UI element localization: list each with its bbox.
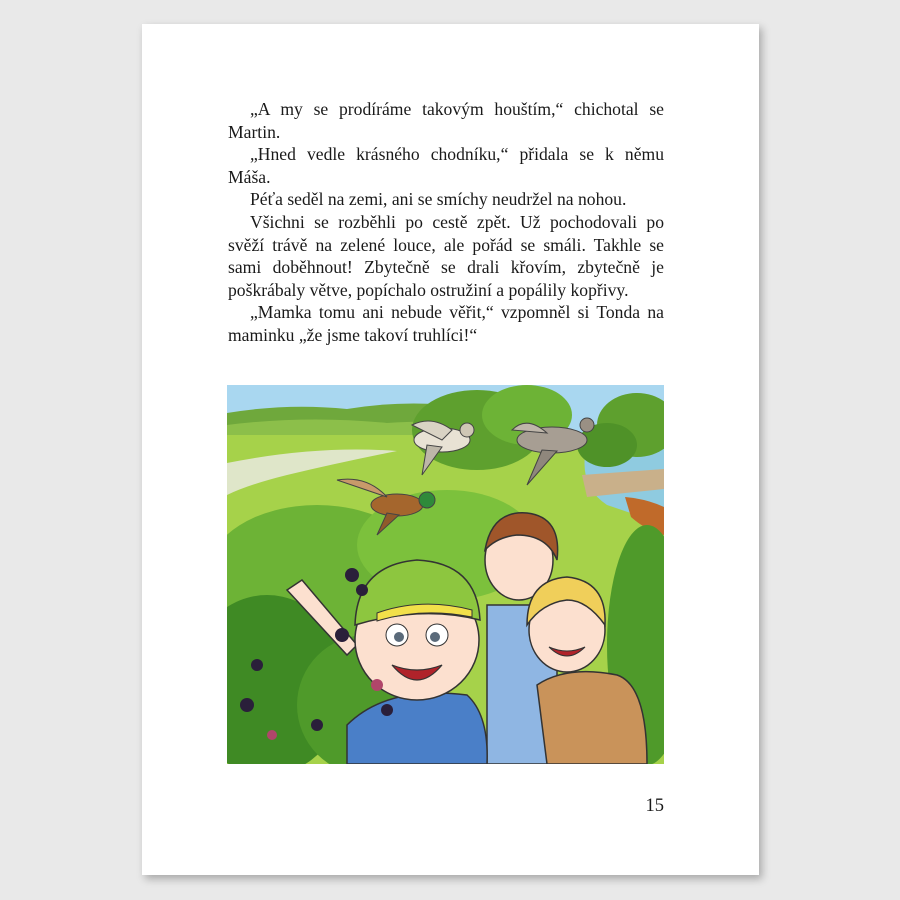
paragraph-5: „Mamka tomu ani nebude věřit,“ vzpomněl si Tonda na maminku „že jsme takoví truhlíci!“	[228, 302, 664, 345]
paragraph-2: „Hned vedle krásného chodníku,“ přidala se k němu Máša.	[228, 144, 664, 187]
paragraph-4: Všichni se rozběhli po cestě zpět. Už pochodovali po svěží trávě na zelené louce, ale pořád se smáli. Takhle se sami doběhnout! Zbytečně se drali křovím, zbytečně je poškrábaly větve, popíchalo ostružiní a popálily kopřivy.	[228, 211, 664, 300]
page-number: 15	[645, 796, 664, 816]
story-text	[228, 98, 664, 347]
story-illustration	[227, 385, 664, 764]
paragraph-1: „A my se prodíráme takovým houštím,“ chichotal se Martin.	[228, 99, 664, 142]
book-page	[142, 24, 759, 875]
illustration-drawing	[227, 385, 664, 764]
paragraph-3: Péťa seděl na zemi, ani se smíchy neudržel na nohou.	[250, 189, 627, 210]
